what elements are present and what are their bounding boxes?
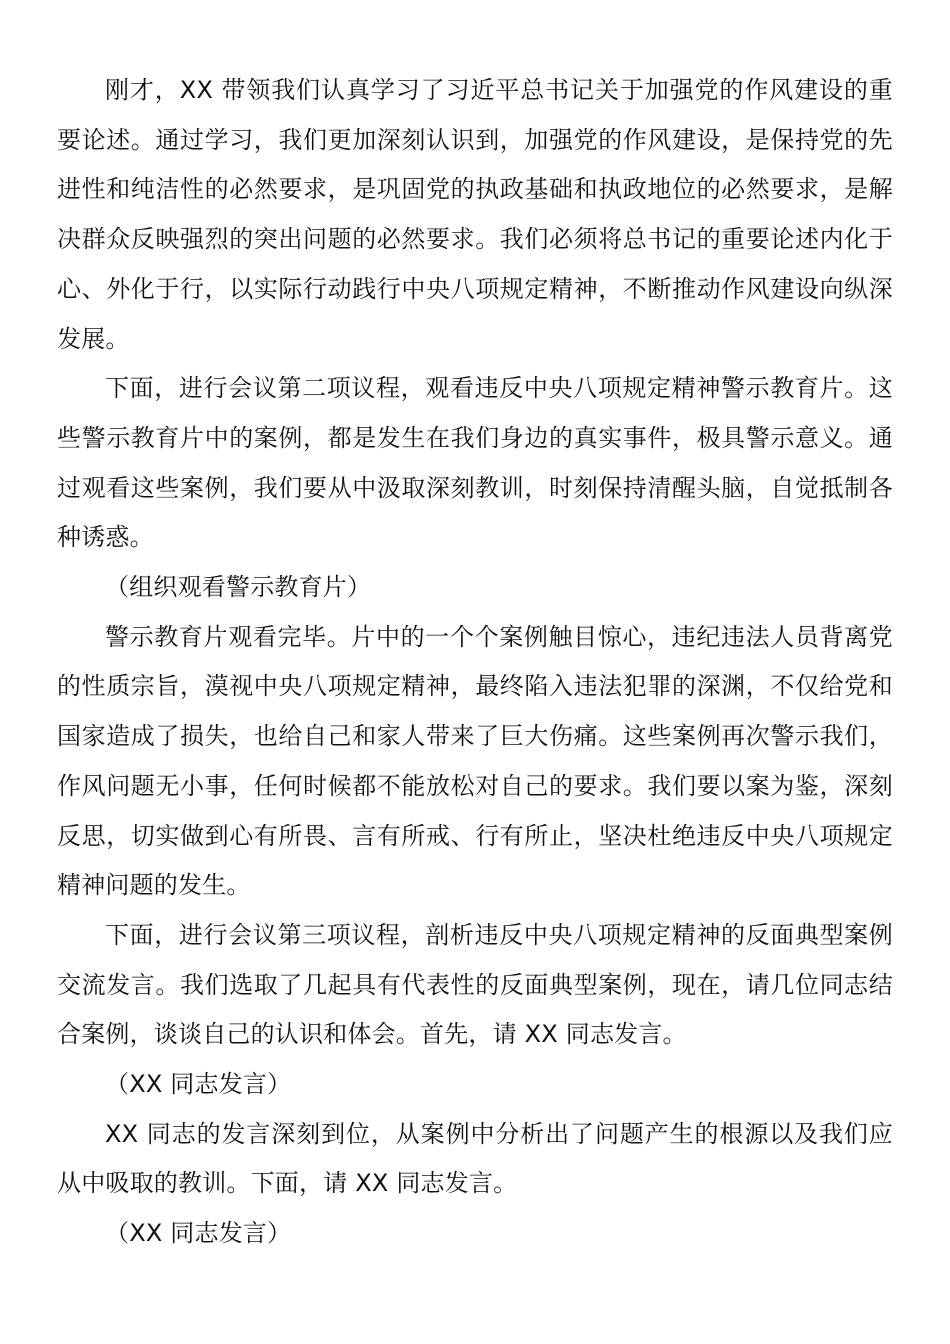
paragraph-stage-direction-speech-2: （XX 同志发言） <box>105 1219 292 1248</box>
paragraph-agenda-item-two: 下面，进行会议第二项议程，观看违反中央八项规定精神警示教育片。这些警示教育片中的案例，都是发生在我们身边的真实事件，极具警示意义。通过观看这些案例，我们要从中汲取深刻教训，时刻保持清醒头脑，自觉抵制各种诱惑。 <box>57 374 893 552</box>
paragraph-stage-direction-video: （组织观看警示教育片） <box>105 573 372 602</box>
paragraph-video-reflection: 警示教育片观看完毕。片中的一个个案例触目惊心，违纪违法人员背离党的性质宗旨，漠视中央八项规定精神，最终陷入违法犯罪的深渊，不仅给党和国家造成了损失，也给自己和家人带来了巨大伤痛。这些案例再次警示我们，作风问题无小事，任何时候都不能放松对自己的要求。我们要以案为鉴，深刻反思，切实做到心有所畏、言有所戒、行有所止，坚决杜绝违反中央八项规定精神问题的发生。 <box>57 622 893 900</box>
document-body <box>57 66 893 1259</box>
paragraph-agenda-item-three: 下面，进行会议第三项议程，剖析违反中央八项规定精神的反面典型案例交流发言。我们选取了几起具有代表性的反面典型案例，现在，请几位同志结合案例，谈谈自己的认识和体会。首先，请 XX 同志发言。 <box>57 920 893 1049</box>
paragraph-stage-direction-speech-1: （XX 同志发言） <box>105 1070 292 1099</box>
paragraph-study-summary: 刚才，XX 带领我们认真学习了习近平总书记关于加强党的作风建设的重要论述。通过学习，我们更加深刻认识到，加强党的作风建设，是保持党的先进性和纯洁性的必然要求，是巩固党的执政基础和执政地位的必然要求，是解决群众反映强烈的突出问题的必然要求。我们必须将总书记的重要论述内化于心、外化于行，以实际行动践行中央八项规定精神，不断推动作风建设向纵深发展。 <box>57 76 893 353</box>
paragraph-speech-comment: XX 同志的发言深刻到位，从案例中分析出了问题产生的根源以及我们应从中吸取的教训。下面，请 XX 同志发言。 <box>57 1119 893 1198</box>
